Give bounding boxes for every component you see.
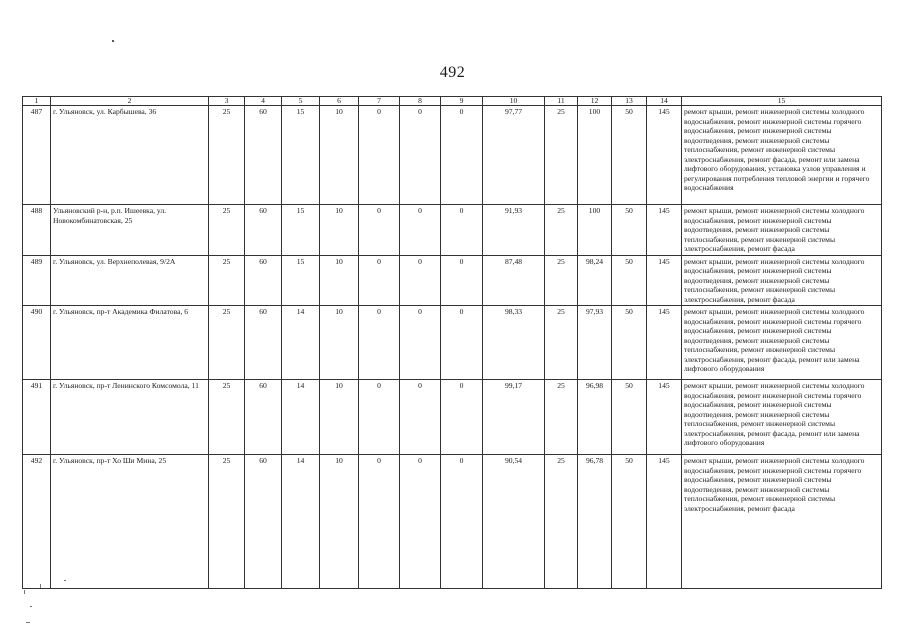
column-header: 4: [245, 97, 282, 106]
value-cell: 0: [400, 306, 441, 380]
value-cell: 60: [245, 380, 282, 455]
column-header: 11: [545, 97, 578, 106]
value-cell: 60: [245, 255, 282, 306]
value-cell: 100: [578, 205, 612, 256]
value-cell: 25: [545, 380, 578, 455]
value-cell: 99,17: [483, 380, 545, 455]
value-cell: 0: [359, 255, 400, 306]
value-cell: 0: [441, 205, 483, 256]
address-cell: г. Ульяновск, пр-т Хо Ши Мина, 25: [51, 455, 209, 589]
value-cell: 25: [545, 455, 578, 589]
value-cell: 25: [545, 205, 578, 256]
column-header: 15: [682, 97, 882, 106]
value-cell: 90,54: [483, 455, 545, 589]
value-cell: 25: [545, 306, 578, 380]
value-cell: 97,77: [483, 106, 545, 205]
table-row: [23, 306, 882, 380]
value-cell: 25: [209, 255, 245, 306]
value-cell: 0: [441, 106, 483, 205]
value-cell: 0: [359, 306, 400, 380]
row-number: 487: [23, 106, 51, 205]
table-row: [23, 380, 882, 455]
value-cell: 0: [441, 455, 483, 589]
value-cell: 98,24: [578, 255, 612, 306]
value-cell: 25: [209, 380, 245, 455]
value-cell: 15: [282, 106, 320, 205]
value-cell: 60: [245, 205, 282, 256]
value-cell: 0: [400, 205, 441, 256]
value-cell: 10: [320, 380, 359, 455]
value-cell: 50: [612, 255, 647, 306]
value-cell: 15: [282, 255, 320, 306]
row-number: 492: [23, 455, 51, 589]
value-cell: 25: [545, 106, 578, 205]
value-cell: 10: [320, 455, 359, 589]
address-cell: г. Ульяновск, ул. Карбышева, 36: [51, 106, 209, 205]
value-cell: 91,93: [483, 205, 545, 256]
value-cell: 97,93: [578, 306, 612, 380]
value-cell: 96,78: [578, 455, 612, 589]
table-row: [23, 455, 882, 589]
value-cell: 145: [647, 380, 682, 455]
column-header: 8: [400, 97, 441, 106]
value-cell: 145: [647, 255, 682, 306]
value-cell: 10: [320, 106, 359, 205]
column-header: 1: [23, 97, 51, 106]
column-header: 6: [320, 97, 359, 106]
value-cell: 25: [545, 255, 578, 306]
value-cell: 0: [359, 205, 400, 256]
table-row: [23, 255, 882, 306]
column-header: 12: [578, 97, 612, 106]
value-cell: 14: [282, 306, 320, 380]
table-row: [23, 205, 882, 256]
page-number: 492: [439, 64, 466, 81]
column-header: 14: [647, 97, 682, 106]
address-cell: г. Ульяновск, пр-т Ленинского Комсомола, 11: [51, 380, 209, 455]
value-cell: 145: [647, 205, 682, 256]
value-cell: 0: [400, 455, 441, 589]
value-cell: 25: [209, 205, 245, 256]
value-cell: 0: [441, 306, 483, 380]
column-header: 2: [51, 97, 209, 106]
address-cell: г. Ульяновск, пр-т Академика Филатова, 6: [51, 306, 209, 380]
scan-mark: [26, 622, 30, 623]
value-cell: 100: [578, 106, 612, 205]
value-cell: 10: [320, 306, 359, 380]
column-header: 3: [209, 97, 245, 106]
value-cell: 96,98: [578, 380, 612, 455]
value-cell: 0: [400, 106, 441, 205]
value-cell: 60: [245, 455, 282, 589]
scan-mark: [24, 590, 25, 594]
value-cell: 87,48: [483, 255, 545, 306]
row-number: 488: [23, 205, 51, 256]
value-cell: 0: [359, 455, 400, 589]
value-cell: 98,33: [483, 306, 545, 380]
row-number: 490: [23, 306, 51, 380]
value-cell: 14: [282, 455, 320, 589]
column-header: 9: [441, 97, 483, 106]
works-cell: ремонт крыши, ремонт инженерной системы холодного водоснабжения, ремонт инженерной системы водоотведения, ремонт инженерной системы теплоснабжения, ремонт инженерной системы электроснабжения, ремонт фасада: [682, 205, 882, 256]
value-cell: 0: [441, 380, 483, 455]
value-cell: 145: [647, 455, 682, 589]
value-cell: 60: [245, 306, 282, 380]
value-cell: 50: [612, 205, 647, 256]
column-header: 10: [483, 97, 545, 106]
value-cell: 50: [612, 380, 647, 455]
value-cell: 25: [209, 306, 245, 380]
value-cell: 145: [647, 306, 682, 380]
row-number: 491: [23, 380, 51, 455]
works-cell: ремонт крыши, ремонт инженерной системы холодного водоснабжения, ремонт инженерной системы горячего водоснабжения, ремонт инженерной системы водоотведения, ремонт инженерной системы теплоснабжения, ремонт инженерной системы электроснабжения, ремонт фасада, ремонт или замена лифтового оборудования: [682, 380, 882, 455]
address-cell: Ульяновский р-н, р.п. Ишеевка, ул. Новокомбинатовская, 25: [51, 205, 209, 256]
table-row: [23, 106, 882, 205]
value-cell: 0: [441, 255, 483, 306]
row-number: 489: [23, 255, 51, 306]
value-cell: 50: [612, 455, 647, 589]
value-cell: 0: [359, 106, 400, 205]
value-cell: 60: [245, 106, 282, 205]
value-cell: 145: [647, 106, 682, 205]
value-cell: 10: [320, 205, 359, 256]
value-cell: 10: [320, 255, 359, 306]
value-cell: 25: [209, 455, 245, 589]
scan-speck: [112, 40, 114, 42]
address-cell: г. Ульяновск, ул. Верхнеполевая, 9/2А: [51, 255, 209, 306]
value-cell: 50: [612, 306, 647, 380]
value-cell: 25: [209, 106, 245, 205]
value-cell: 15: [282, 205, 320, 256]
value-cell: 0: [400, 255, 441, 306]
value-cell: 0: [400, 380, 441, 455]
registry-table: [22, 96, 882, 589]
column-header: 7: [359, 97, 400, 106]
value-cell: 14: [282, 380, 320, 455]
value-cell: 50: [612, 106, 647, 205]
value-cell: 0: [359, 380, 400, 455]
works-cell: ремонт крыши, ремонт инженерной системы холодного водоснабжения, ремонт инженерной системы горячего водоснабжения, ремонт инженерной системы водоотведения, ремонт инженерной системы теплоснабжения, ремонт инженерной системы электроснабжения, ремонт фасада, ремонт или замена лифтового оборудования: [682, 306, 882, 380]
column-header: 13: [612, 97, 647, 106]
works-cell: ремонт крыши, ремонт инженерной системы холодного водоснабжения, ремонт инженерной системы горячего водоснабжения, ремонт инженерной системы водоотведения, ремонт инженерной системы теплоснабжения, ремонт инженерной системы электроснабжения, ремонт фасада, ремонт или замена лифтового оборудования, установка узлов управления и регулирования потребления тепловой энергии и горячего водоснабжения: [682, 106, 882, 205]
works-cell: ремонт крыши, ремонт инженерной системы холодного водоснабжения, ремонт инженерной системы горячего водоснабжения, ремонт инженерной системы водоотведения, ремонт инженерной системы теплоснабжения, ремонт инженерной системы электроснабжения, ремонт фасада: [682, 455, 882, 589]
column-header: 5: [282, 97, 320, 106]
header-row: [23, 97, 882, 106]
works-cell: ремонт крыши, ремонт инженерной системы холодного водоснабжения, ремонт инженерной системы водоотведения, ремонт инженерной системы теплоснабжения, ремонт инженерной системы электроснабжения, ремонт фасада: [682, 255, 882, 306]
scan-mark: [30, 606, 32, 607]
